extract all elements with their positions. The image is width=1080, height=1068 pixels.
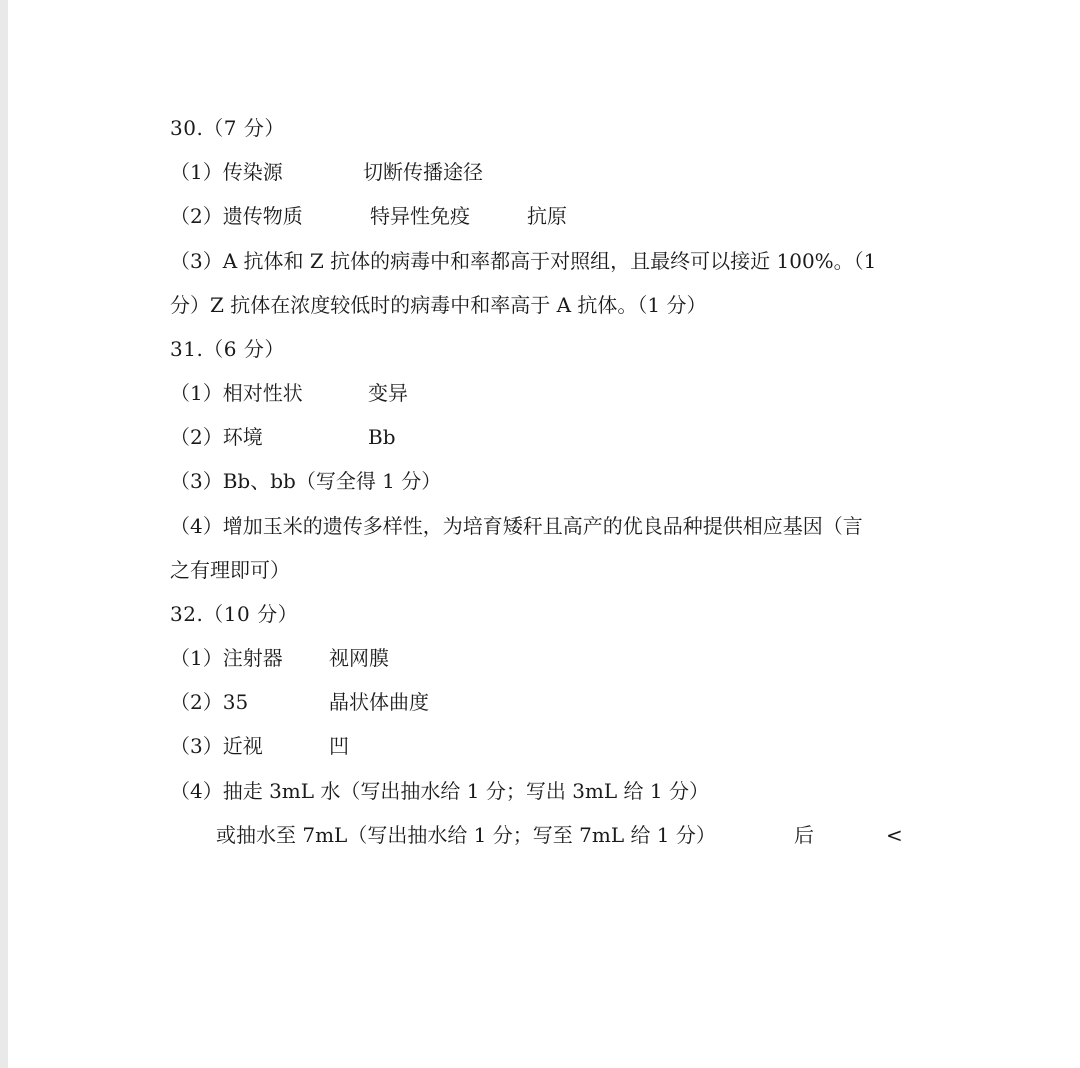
q32-part3-answer1: （3）近视 <box>170 734 263 758</box>
q30-part2-answer2: 特异性免疫 <box>370 204 470 228</box>
q30-part2-answer1: （2）遗传物质 <box>170 204 303 228</box>
q31-heading: 31.（6 分） <box>170 337 285 361</box>
q32-part4-line2: 或抽水至 7mL（写出抽水给 1 分；写至 7mL 给 1 分） <box>216 823 716 847</box>
q31-part1-answer2: 变异 <box>368 381 408 405</box>
q30-part1-answer1: （1）传染源 <box>170 160 283 184</box>
q30-part1-answer2: 切断传播途径 <box>363 160 483 184</box>
q32-part2-answer2: 晶状体曲度 <box>329 690 429 714</box>
q30-heading: 30.（7 分） <box>170 116 285 140</box>
q31-part3: （3）Bb、bb（写全得 1 分） <box>170 469 442 493</box>
q31-part4-line2: 之有理即可） <box>170 558 290 582</box>
q31-part2-answer2: Bb <box>368 425 396 449</box>
q30-part3-line1: （3）A 抗体和 Z 抗体的病毒中和率都高于对照组，且最终可以接近 100%。（1 <box>170 249 877 273</box>
q31-part1-answer1: （1）相对性状 <box>170 381 303 405</box>
q30-part3-line2: 分）Z 抗体在浓度较低时的病毒中和率高于 A 抗体。（1 分） <box>170 293 707 317</box>
q32-part4-answer3: < <box>886 823 903 847</box>
q31-part2-answer1: （2）环境 <box>170 425 263 449</box>
q30-part2-answer3: 抗原 <box>527 204 567 228</box>
q32-heading: 32.（10 分） <box>170 602 299 626</box>
q32-part4-answer2: 后 <box>794 823 814 847</box>
q32-part1-answer1: （1）注射器 <box>170 646 283 670</box>
q32-part3-answer2: 凹 <box>329 734 349 758</box>
q31-part4-line1: （4）增加玉米的遗传多样性，为培育矮秆且高产的优良品种提供相应基因（言 <box>170 514 863 538</box>
q32-part4-line1: （4）抽走 3mL 水（写出抽水给 1 分；写出 3mL 给 1 分） <box>170 779 709 803</box>
q32-part1-answer2: 视网膜 <box>329 646 389 670</box>
q32-part2-answer1: （2）35 <box>170 690 249 714</box>
